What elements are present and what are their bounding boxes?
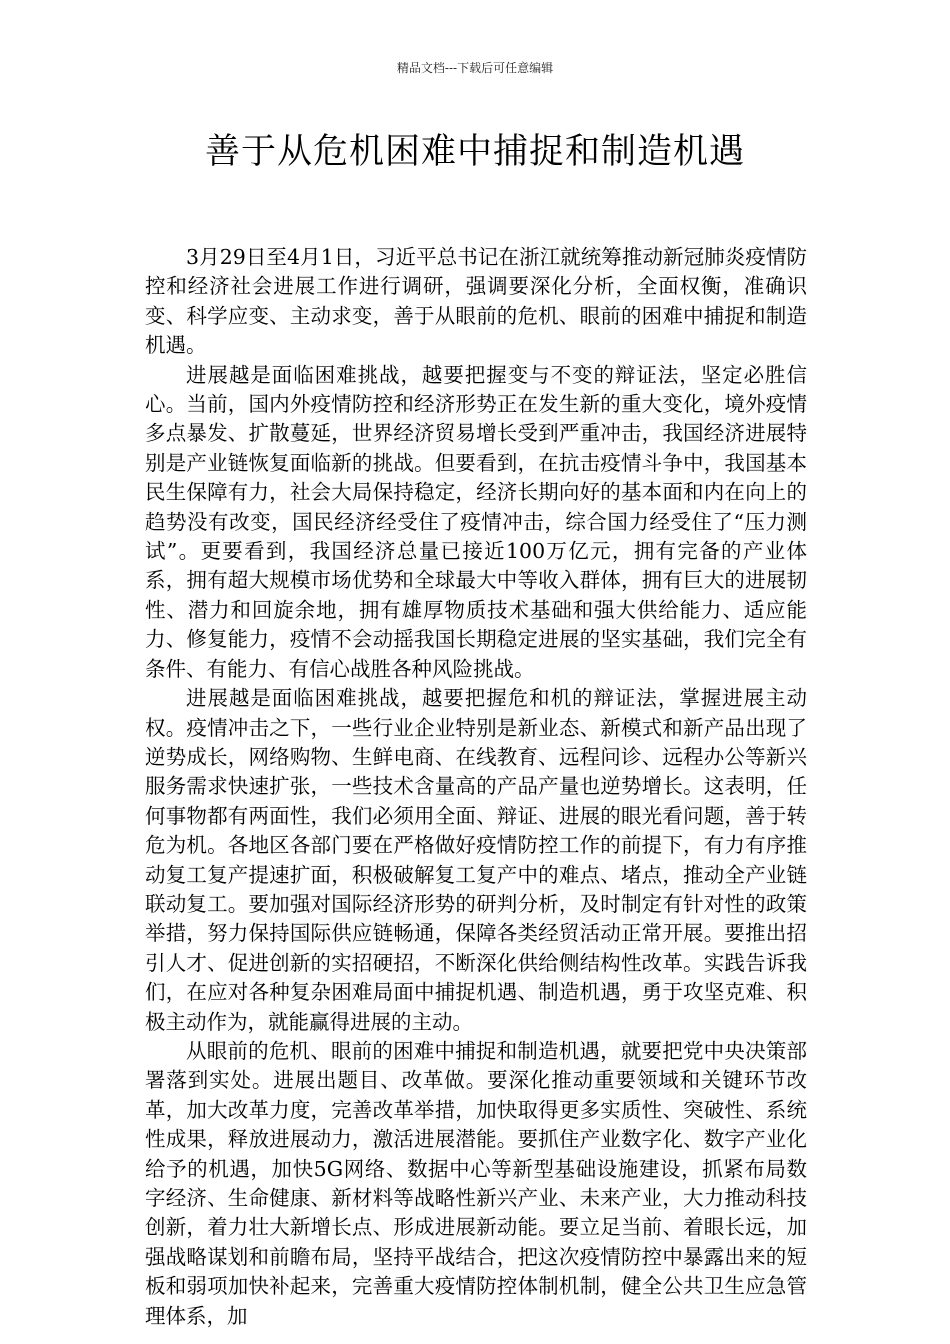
paragraph-2: 进展越是面临困难挑战，越要把握变与不变的辩证法，坚定必胜信心。当前，国内外疫情防控和经济形势正在发生新的重大变化，境外疫情多点暴发、扩散蔓延，世界经济贸易增长受到严重冲击，我国经济进展特别是产业链恢复面临新的挑战。但要看到，在抗击疫情斗争中，我国基本民生保障有力，社会大局保持稳定，经济长期向好的基本面和内在向上的趋势没有改变，国民经济经受住了疫情冲击，综合国力经受住了“压力测试”。更要看到，我国经济总量已接近100万亿元，拥有完备的产业体系，拥有超大规模市场优势和全球最大中等收入群体，拥有巨大的进展韧性、潜力和回旋余地，拥有雄厚物质技术基础和强大供给能力、适应能力、修复能力，疫情不会动摇我国长期稳定进展的坚实基础，我们完全有条件、有能力、有信心战胜各种风险挑战。: [145, 362, 807, 681]
paragraph-3: 进展越是面临困难挑战，越要把握危和机的辩证法，掌握进展主动权。疫情冲击之下，一些行业企业特别是新业态、新模式和新产品出现了逆势成长，网络购物、生鲜电商、在线教育、远程问诊、远程办公等新兴服务需求快速扩张，一些技术含量高的产品产量也逆势增长。这表明，任何事物都有两面性，我们必须用全面、辩证、进展的眼光看问题，善于转危为机。各地区各部门要在严格做好疫情防控工作的前提下，有力有序推动复工复产提速扩面，积极破解复工复产中的难点、堵点，推动全产业链联动复工。要加强对国际经济形势的研判分析，及时制定有针对性的政策举措，努力保持国际供应链畅通，保障各类经贸活动正常开展。要推出招引人才、促进创新的实招硬招，不断深化供给侧结构性改革。实践告诉我们，在应对各种复杂困难局面中捕捉机遇、制造机遇，勇于攻坚克难、积极主动作为，就能赢得进展的主动。: [145, 686, 807, 1034]
page-title: 善于从危机困难中捕捉和制造机遇: [204, 132, 745, 172]
paragraph-4: 从眼前的危机、眼前的困难中捕捉和制造机遇，就要把党中央决策部署落到实处。进展出题目、改革做。要深化推动重要领域和关键环节改革，加大改革力度，完善改革举措，加快取得更多实质性、突破性、系统性成果，释放进展动力，激活进展潜能。要抓住产业数字化、数字产业化给予的机遇，加快5G网络、数据中心等新型基础设施建设，抓紧布局数字经济、生命健康、新材料等战略性新兴产业、未来产业，大力推动科技创新，着力壮大新增长点、形成进展新动能。要立足当前、着眼长远，加强战略谋划和前瞻布局，坚持平战结合，把这次疫情防控中暴露出来的短板和弱项加快补起来，完善重大疫情防控体制机制，健全公共卫生应急管理体系，加: [145, 1038, 807, 1328]
header-note: 精品文档---下载后可任意编辑: [396, 61, 554, 75]
paragraph-1: 3月29日至4月1日，习近平总书记在浙江就统筹推动新冠肺炎疫情防控和经济社会进展工作进行调研，强调要深化分析，全面权衡，准确识变、科学应变、主动求变，善于从眼前的危机、眼前的困难中捕捉和制造机遇。: [145, 245, 807, 358]
article-body: [145, 243, 807, 1331]
